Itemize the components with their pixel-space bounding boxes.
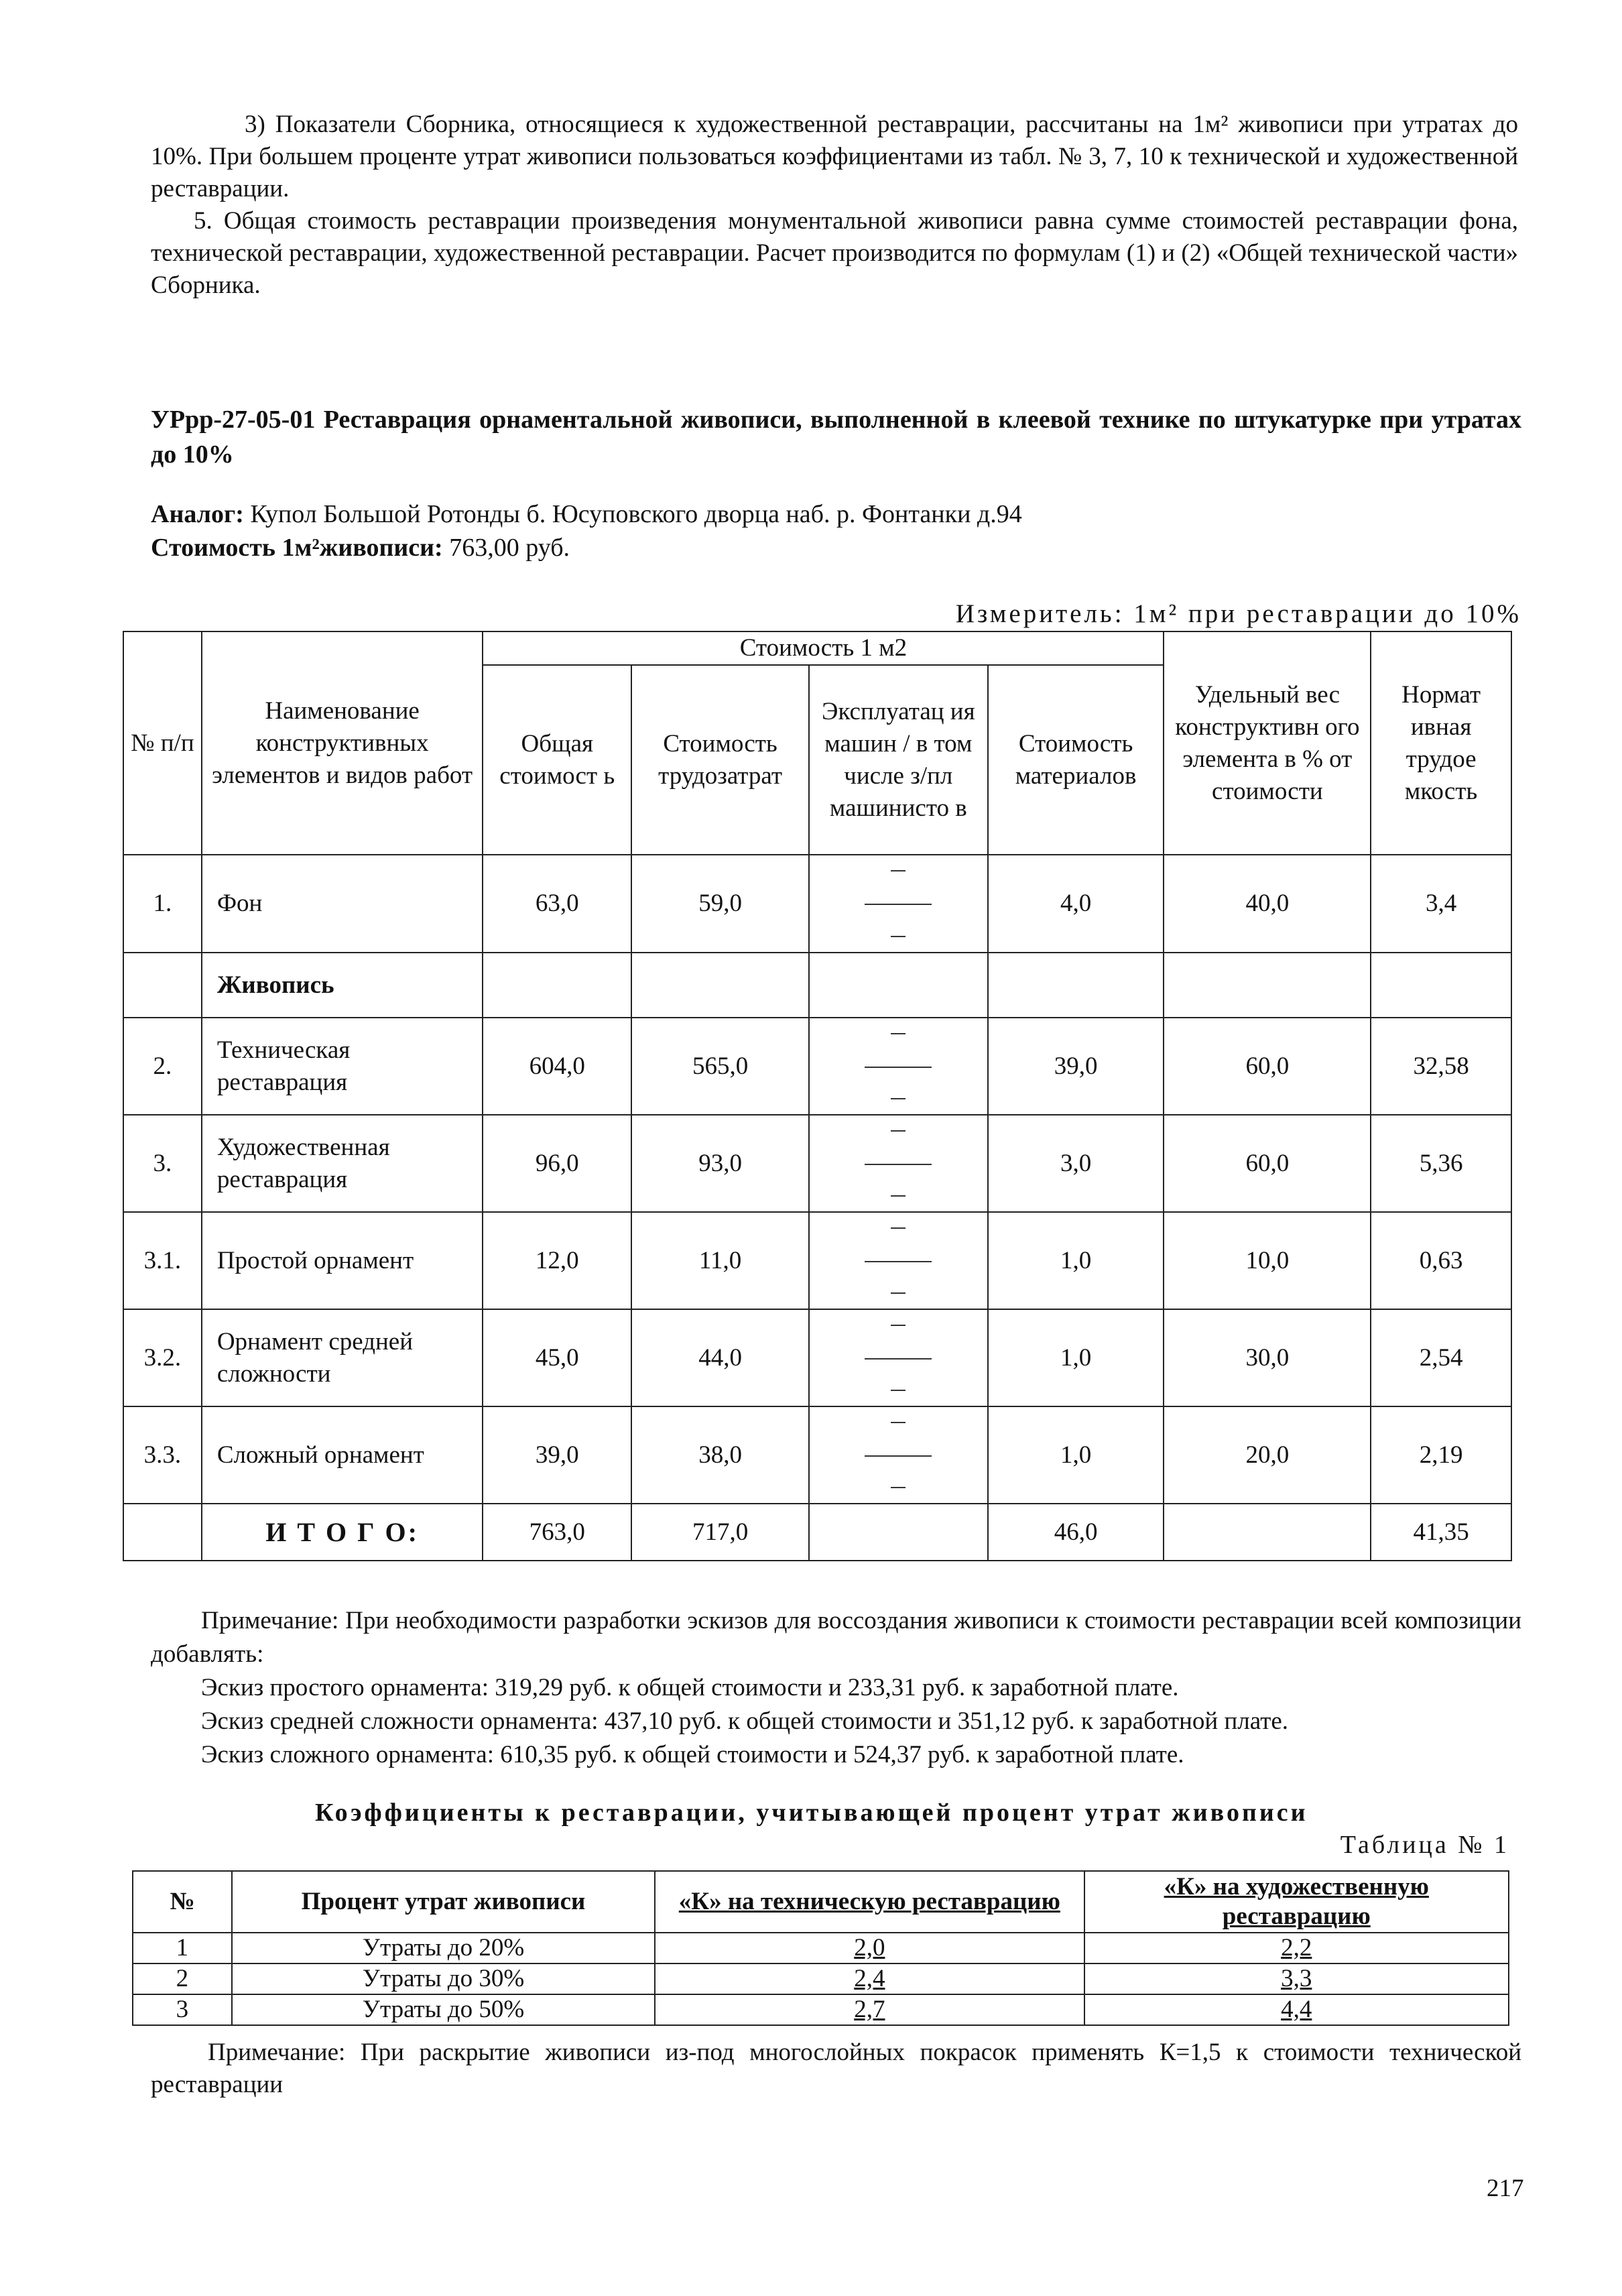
table-row xyxy=(123,1309,1511,1406)
machines-dash-cell xyxy=(809,1115,988,1212)
coef-title: Коэффициенты к реставрации, учитывающей процент утрат живописи xyxy=(315,1799,1308,1827)
row-materials: 4,0 xyxy=(988,855,1164,953)
table-row xyxy=(123,953,1511,1018)
coef-header-num: № xyxy=(133,1871,232,1933)
row-share: 30,0 xyxy=(1164,1309,1371,1406)
table-row xyxy=(123,1212,1511,1309)
note-line: Эскиз средней сложности орнамента: 437,10 руб. к общей стоимости и 351,12 руб. к заработной плате. xyxy=(201,1707,1289,1735)
coef-row xyxy=(133,1963,1509,1994)
row-name: Сложный орнамент xyxy=(202,1406,483,1504)
row-labor: 44,0 xyxy=(631,1309,809,1406)
row-total: 604,0 xyxy=(483,1018,631,1115)
coef-tech: 2,7 xyxy=(655,1994,1084,2025)
row-materials: 1,0 xyxy=(988,1309,1164,1406)
table-row xyxy=(123,1018,1511,1115)
coef-table xyxy=(132,1870,1509,2026)
intro-section xyxy=(151,109,1518,302)
row-share: 20,0 xyxy=(1164,1406,1371,1504)
row-materials: 3,0 xyxy=(988,1115,1164,1212)
row-num xyxy=(123,953,202,1018)
row-name: Орнамент средней сложности xyxy=(202,1309,483,1406)
intro-paragraph-5: 5. Общая стоимость реставрации произведения монументальной живописи равна сумме стоимостей реставрации фона, технической реставрации, художественной реставрации. Расчет производится по формулам (1) и (2) «Общей технической части» Сборника. xyxy=(151,207,1518,299)
bottom-note-text: Примечание: При раскрытие живописи из-под многослойных покрасок применять К=1,5 к стоимости технической реставрации xyxy=(151,2039,1521,2098)
total-share xyxy=(1164,1504,1371,1561)
cost-line xyxy=(151,531,1022,564)
row-labor: 38,0 xyxy=(631,1406,809,1504)
table-header-row xyxy=(123,631,1511,665)
row-num: 2. xyxy=(123,1018,202,1115)
row-materials xyxy=(988,953,1164,1018)
row-name: Техническая реставрация xyxy=(202,1018,483,1115)
page-number: 217 xyxy=(1487,2175,1524,2202)
coef-row xyxy=(133,1994,1509,2025)
header-share: Удельный вес конструктивн ого элемента в % от стоимости xyxy=(1164,631,1371,855)
row-norm: 2,19 xyxy=(1371,1406,1511,1504)
row-materials: 1,0 xyxy=(988,1406,1164,1504)
row-total: 45,0 xyxy=(483,1309,631,1406)
row-total: 12,0 xyxy=(483,1212,631,1309)
total-labor: 717,0 xyxy=(631,1504,809,1561)
coef-header-tech: «К» на техническую реставрацию xyxy=(655,1871,1084,1933)
table-row xyxy=(123,855,1511,953)
row-num: 3.3. xyxy=(123,1406,202,1504)
row-share xyxy=(1164,953,1371,1018)
header-total: Общая стоимост ь xyxy=(483,665,631,855)
header-num: № п/п xyxy=(123,631,202,855)
section-heading: УРрр-27-05-01 Реставрация орнаментальной живописи, выполненной в клеевой технике по штукатурке при утратах до 10% xyxy=(151,406,1521,469)
row-norm: 5,36 xyxy=(1371,1115,1511,1212)
row-name: Простой орнамент xyxy=(202,1212,483,1309)
coef-num: 2 xyxy=(133,1963,232,1994)
row-total xyxy=(483,953,631,1018)
row-total: 63,0 xyxy=(483,855,631,953)
row-num: 3.2. xyxy=(123,1309,202,1406)
coef-header-row xyxy=(133,1871,1509,1933)
total-norm: 41,35 xyxy=(1371,1504,1511,1561)
row-name: Художественная реставрация xyxy=(202,1115,483,1212)
total-row xyxy=(123,1504,1511,1561)
row-norm: 3,4 xyxy=(1371,855,1511,953)
row-labor: 11,0 xyxy=(631,1212,809,1309)
row-num: 3.1. xyxy=(123,1212,202,1309)
note-line: Эскиз простого орнамента: 319,29 руб. к общей стоимости и 233,31 руб. к заработной плате. xyxy=(201,1674,1179,1701)
header-materials: Стоимость материалов xyxy=(988,665,1164,855)
header-norm: Нормат ивная трудое мкость xyxy=(1371,631,1511,855)
row-labor: 565,0 xyxy=(631,1018,809,1115)
row-materials: 1,0 xyxy=(988,1212,1164,1309)
row-labor xyxy=(631,953,809,1018)
analog-block xyxy=(151,497,1022,564)
row-share: 10,0 xyxy=(1164,1212,1371,1309)
coef-header-art: «К» на художественную реставрацию xyxy=(1084,1871,1509,1933)
analog-value: Купол Большой Ротонды б. Юсуповского дворца наб. р. Фонтанки д.94 xyxy=(243,500,1022,528)
coef-tech: 2,4 xyxy=(655,1963,1084,1994)
row-total: 39,0 xyxy=(483,1406,631,1504)
row-machines xyxy=(809,953,988,1018)
analog-label: Аналог: xyxy=(151,500,244,528)
cost-table xyxy=(123,631,1512,1561)
row-num: 1. xyxy=(123,855,202,953)
row-norm: 0,63 xyxy=(1371,1212,1511,1309)
machines-dash-cell xyxy=(809,1018,988,1115)
cost-value: 763,00 руб. xyxy=(442,534,570,562)
row-norm: 2,54 xyxy=(1371,1309,1511,1406)
row-name: Живопись xyxy=(202,953,483,1018)
analog-line xyxy=(151,497,1022,531)
machines-dash-cell xyxy=(809,1309,988,1406)
note-paragraph: Примечание: При необходимости разработки эскизов для воссоздания живописи к стоимости реставрации всей композиции добавлять: xyxy=(151,1607,1521,1668)
row-name: Фон xyxy=(202,855,483,953)
coef-tech: 2,0 xyxy=(655,1933,1084,1963)
coef-percent: Утраты до 20% xyxy=(232,1933,655,1963)
notes-section xyxy=(151,1604,1521,1772)
machines-dash-cell xyxy=(809,1406,988,1504)
row-materials: 39,0 xyxy=(988,1018,1164,1115)
coef-art: 4,4 xyxy=(1084,1994,1509,2025)
coef-art: 2,2 xyxy=(1084,1933,1509,1963)
bottom-note xyxy=(151,2037,1521,2101)
row-num: 3. xyxy=(123,1115,202,1212)
row-total: 96,0 xyxy=(483,1115,631,1212)
table-row xyxy=(123,1115,1511,1212)
coef-percent: Утраты до 50% xyxy=(232,1994,655,2025)
header-machines: Эксплуатац ия машин / в том числе з/пл машинисто в xyxy=(809,665,988,855)
table-row xyxy=(123,1406,1511,1504)
total-total: 763,0 xyxy=(483,1504,631,1561)
coef-row xyxy=(133,1933,1509,1963)
coef-num: 3 xyxy=(133,1994,232,2025)
coef-percent: Утраты до 30% xyxy=(232,1963,655,1994)
row-share: 60,0 xyxy=(1164,1115,1371,1212)
total-label: И Т О Г О: xyxy=(202,1504,483,1561)
note-line: Эскиз сложного орнамента: 610,35 руб. к общей стоимости и 524,37 руб. к заработной плате. xyxy=(201,1741,1184,1768)
row-norm xyxy=(1371,953,1511,1018)
header-labor: Стоимость трудозатрат xyxy=(631,665,809,855)
header-cost-group: Стоимость 1 м2 xyxy=(483,631,1164,665)
intro-paragraph-3: 3) Показатели Сборника, относящиеся к художественной реставрации, рассчитаны на 1м² живописи при утратах до 10%. При большем проценте утрат живописи пользоваться коэффициентами из табл. № 3, 7, 10 к технической и художественной реставрации. xyxy=(151,111,1518,202)
total-num xyxy=(123,1504,202,1561)
measurer-label: Измеритель: 1м² при реставрации до 10% xyxy=(955,599,1521,628)
header-name: Наименование конструктивных элементов и видов работ xyxy=(202,631,483,855)
cost-label: Стоимость 1м²живописи: xyxy=(151,534,443,562)
row-share: 60,0 xyxy=(1164,1018,1371,1115)
machines-dash-cell xyxy=(809,855,988,953)
table-number: Таблица № 1 xyxy=(1340,1831,1509,1859)
row-share: 40,0 xyxy=(1164,855,1371,953)
row-norm: 32,58 xyxy=(1371,1018,1511,1115)
total-materials: 46,0 xyxy=(988,1504,1164,1561)
coef-header-percent: Процент утрат живописи xyxy=(232,1871,655,1933)
row-labor: 93,0 xyxy=(631,1115,809,1212)
coef-art: 3,3 xyxy=(1084,1963,1509,1994)
coef-num: 1 xyxy=(133,1933,232,1963)
total-machines xyxy=(809,1504,988,1561)
machines-dash-cell xyxy=(809,1212,988,1309)
row-labor: 59,0 xyxy=(631,855,809,953)
